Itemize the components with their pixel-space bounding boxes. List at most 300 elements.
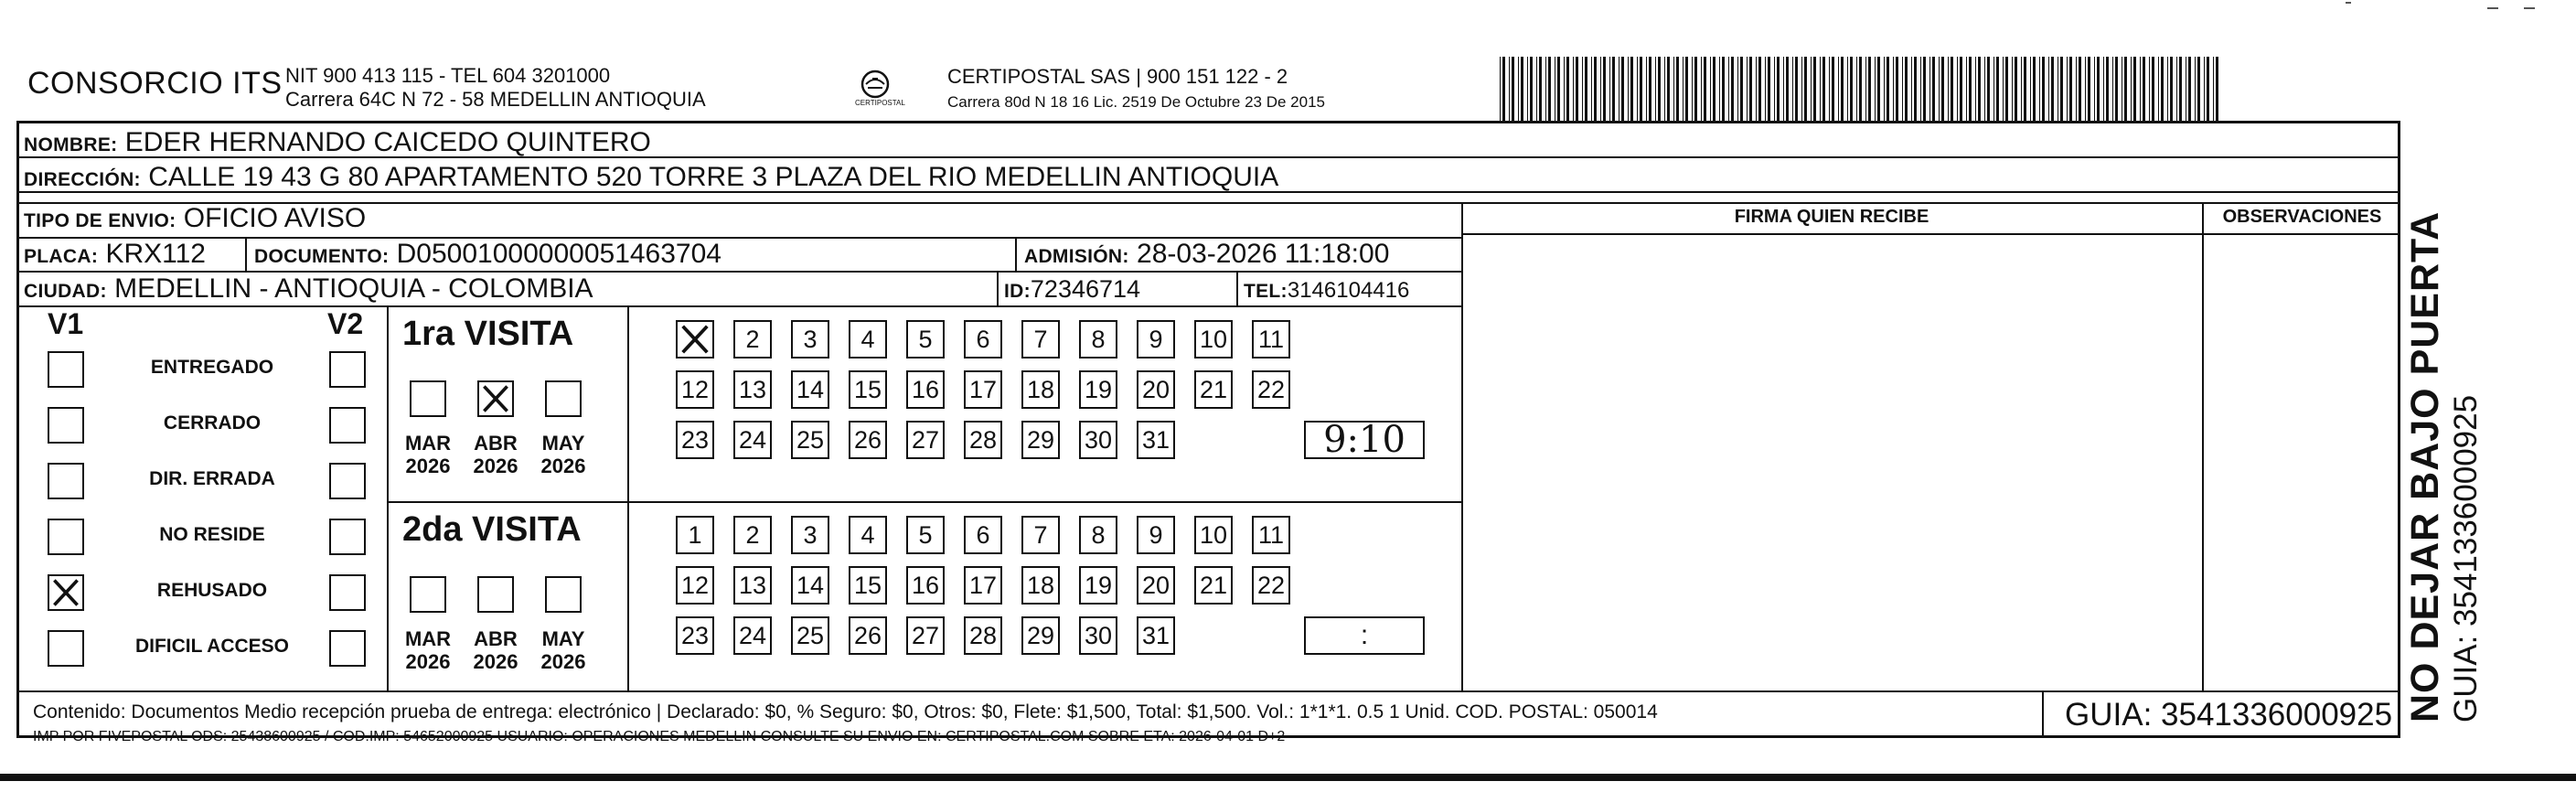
day-number: 23 bbox=[680, 622, 710, 649]
day-box[interactable] bbox=[1252, 320, 1290, 359]
day-number: 15 bbox=[853, 572, 882, 599]
day-box[interactable] bbox=[1137, 566, 1175, 605]
day-number: 14 bbox=[796, 376, 825, 403]
day-box[interactable] bbox=[906, 566, 945, 605]
day-number: 8 bbox=[1091, 521, 1106, 549]
month-day-divider bbox=[627, 305, 629, 690]
visit-time-field[interactable] bbox=[1304, 616, 1425, 655]
barcode-bar bbox=[1747, 57, 1748, 121]
month-year: 2026 bbox=[540, 455, 586, 477]
cell-divider bbox=[1015, 237, 1017, 271]
barcode-bar bbox=[1966, 57, 1967, 121]
barcode-bar bbox=[1710, 57, 1711, 121]
company-info bbox=[285, 64, 706, 112]
documento-cell bbox=[254, 239, 721, 273]
barcode-bar bbox=[2140, 57, 2141, 121]
barcode-bar bbox=[2033, 57, 2036, 121]
barcode-bar bbox=[1676, 57, 1679, 121]
status-v2-checkbox[interactable] bbox=[329, 407, 366, 444]
day-box[interactable] bbox=[676, 320, 714, 359]
id-label: ID: bbox=[1004, 281, 1031, 302]
barcode-bar bbox=[1673, 57, 1674, 121]
day-number: 3 bbox=[803, 521, 818, 549]
barcode-bar bbox=[1582, 57, 1583, 121]
barcode-bar bbox=[2131, 57, 2132, 121]
visit-title: 1ra VISITA bbox=[402, 315, 574, 353]
footer-guia-divider bbox=[2042, 690, 2044, 738]
day-number: 6 bbox=[976, 521, 990, 549]
barcode-bar bbox=[1594, 57, 1597, 121]
day-number: 30 bbox=[1084, 426, 1113, 454]
ciudad-label: CIUDAD: bbox=[24, 281, 107, 302]
month-label bbox=[536, 432, 591, 477]
barcode-bar bbox=[1777, 57, 1780, 121]
receiver-header-divider bbox=[1461, 233, 2400, 235]
barcode-bar bbox=[1923, 57, 1926, 121]
day-box[interactable] bbox=[906, 616, 945, 655]
day-number: 25 bbox=[796, 622, 825, 649]
barcode-bar bbox=[2103, 57, 2104, 121]
barcode-bar bbox=[2216, 57, 2218, 121]
day-number: 21 bbox=[1199, 572, 1228, 599]
day-box[interactable] bbox=[964, 370, 1002, 409]
day-number: 7 bbox=[1033, 326, 1048, 353]
day-number: 20 bbox=[1141, 376, 1170, 403]
day-box[interactable] bbox=[676, 566, 714, 605]
day-box[interactable] bbox=[676, 616, 714, 655]
cell-divider bbox=[997, 271, 999, 305]
day-number: 22 bbox=[1256, 572, 1286, 599]
day-box[interactable] bbox=[733, 516, 772, 554]
day-box[interactable] bbox=[1194, 516, 1233, 554]
tel-value: 3146104416 bbox=[1287, 278, 1410, 303]
day-number: 26 bbox=[853, 622, 882, 649]
month-year: 2026 bbox=[405, 455, 451, 477]
ciudad-value: MEDELLIN - ANTIOQUIA - COLOMBIA bbox=[114, 273, 593, 304]
row-divider bbox=[16, 202, 2400, 204]
side-notice bbox=[2403, 119, 2485, 722]
month-checkbox[interactable] bbox=[477, 576, 514, 613]
day-number: 28 bbox=[968, 622, 998, 649]
day-box[interactable] bbox=[1137, 516, 1175, 554]
day-number: 4 bbox=[860, 521, 875, 549]
day-box[interactable] bbox=[1079, 516, 1117, 554]
status-v2-checkbox[interactable] bbox=[329, 630, 366, 667]
day-box[interactable] bbox=[906, 421, 945, 459]
barcode-bar bbox=[2097, 57, 2100, 121]
day-box[interactable] bbox=[964, 566, 1002, 605]
status-v1-checkbox[interactable] bbox=[48, 407, 84, 444]
day-number: 4 bbox=[860, 326, 875, 353]
day-box[interactable] bbox=[791, 566, 829, 605]
barcode-bar bbox=[1557, 57, 1560, 121]
barcode-bar bbox=[1576, 57, 1578, 121]
visit-divider bbox=[387, 501, 1461, 503]
logo-text: CERTIPOSTAL bbox=[855, 99, 905, 107]
month-label bbox=[401, 627, 455, 673]
day-box[interactable] bbox=[1079, 370, 1117, 409]
barcode-bar bbox=[1756, 57, 1757, 121]
day-box[interactable] bbox=[791, 616, 829, 655]
month-name: MAY bbox=[541, 432, 585, 455]
day-number: 31 bbox=[1141, 426, 1170, 454]
barcode-bar bbox=[2207, 57, 2209, 121]
barcode-bar bbox=[1960, 57, 1962, 121]
day-box[interactable] bbox=[1137, 421, 1175, 459]
company-name: CONSORCIO ITS bbox=[27, 66, 283, 101]
barcode-bar bbox=[1655, 57, 1656, 121]
barcode-bar bbox=[2048, 57, 2049, 121]
day-number: 18 bbox=[1026, 376, 1055, 403]
barcode-bar bbox=[1685, 57, 1688, 121]
day-box[interactable] bbox=[849, 421, 887, 459]
barcode-bar bbox=[1859, 57, 1862, 121]
day-box[interactable] bbox=[676, 421, 714, 459]
barcode-bar bbox=[1509, 57, 1510, 121]
barcode-bar bbox=[1792, 57, 1793, 121]
barcode-bar bbox=[1512, 57, 1514, 121]
barcode bbox=[1500, 57, 2222, 121]
company-address-line: Carrera 64C N 72 - 58 MEDELLIN ANTIOQUIA bbox=[285, 88, 706, 111]
day-box[interactable] bbox=[676, 516, 714, 554]
barcode-bar bbox=[2088, 57, 2090, 121]
day-box[interactable] bbox=[1021, 516, 1060, 554]
barcode-bar bbox=[2085, 57, 2086, 121]
barcode-bar bbox=[1911, 57, 1912, 121]
barcode-bar bbox=[1719, 57, 1720, 121]
scan-speck bbox=[2524, 7, 2535, 9]
visit-time-field[interactable] bbox=[1304, 421, 1425, 459]
direccion-value: CALLE 19 43 G 80 APARTAMENTO 520 TORRE 3 PLAZA DEL RIO MEDELLIN ANTIOQUIA bbox=[148, 162, 1279, 192]
day-number: 1 bbox=[688, 521, 702, 549]
barcode-bar bbox=[1521, 57, 1523, 121]
month-year: 2026 bbox=[473, 455, 518, 477]
barcode-bar bbox=[1722, 57, 1725, 121]
barcode-bar bbox=[1951, 57, 1953, 121]
status-label: NO RESIDE bbox=[159, 524, 265, 545]
day-number: 16 bbox=[911, 376, 940, 403]
nombre-row bbox=[24, 127, 651, 161]
barcode-bar bbox=[1646, 57, 1647, 121]
barcode-bar bbox=[2112, 57, 2113, 121]
day-number: 13 bbox=[738, 376, 767, 403]
day-number: 5 bbox=[918, 326, 933, 353]
barcode-bar bbox=[1701, 57, 1702, 121]
barcode-bar bbox=[1893, 57, 1894, 121]
admision-value: 28-03-2026 11:18:00 bbox=[1137, 239, 1390, 269]
status-label: REHUSADO bbox=[156, 580, 268, 601]
day-number: 30 bbox=[1084, 622, 1113, 649]
day-box[interactable] bbox=[849, 616, 887, 655]
barcode-bar bbox=[1765, 57, 1766, 121]
month-checkbox[interactable] bbox=[477, 380, 514, 417]
barcode-bar bbox=[1865, 57, 1866, 121]
day-box[interactable] bbox=[791, 370, 829, 409]
footer-print-line: IMP POR FIVEPOSTAL ODS: 25438600925 / COD.IMP: 54652000925 USUARIO: OPERACIONES MEDELLIN CONSULTE SU ENVIO EN: CERTIPOSTAL.COM SOBRE ETA: 2026-04-01 D+2 bbox=[33, 729, 1286, 744]
month-label bbox=[401, 432, 455, 477]
barcode-bar bbox=[2161, 57, 2164, 121]
barcode-bar bbox=[1832, 57, 1834, 121]
barcode-bar bbox=[1941, 57, 1944, 121]
barcode-bar bbox=[1975, 57, 1976, 121]
firma-header: FIRMA QUIEN RECIBE bbox=[1734, 207, 1929, 227]
documento-label: DOCUMENTO: bbox=[254, 246, 390, 267]
month-checkbox[interactable] bbox=[545, 576, 582, 613]
day-box[interactable] bbox=[1021, 370, 1060, 409]
day-box[interactable] bbox=[1252, 566, 1290, 605]
month-name: MAR bbox=[404, 627, 452, 650]
direccion-row bbox=[24, 162, 1278, 196]
nombre-value: EDER HERNANDO CAICEDO QUINTERO bbox=[124, 127, 651, 157]
barcode-bar bbox=[1914, 57, 1917, 121]
day-box[interactable] bbox=[1021, 320, 1060, 359]
day-number: 19 bbox=[1084, 572, 1113, 599]
status-v2-checkbox[interactable] bbox=[329, 351, 366, 388]
company-nit-line: NIT 900 413 115 - TEL 604 3201000 bbox=[285, 64, 611, 87]
barcode-bar bbox=[1667, 57, 1670, 121]
status-label: DIR. ERRADA bbox=[149, 468, 275, 489]
day-number: 17 bbox=[968, 376, 998, 403]
month-name: MAR bbox=[404, 432, 452, 455]
day-number: 7 bbox=[1033, 521, 1048, 549]
barcode-bar bbox=[1539, 57, 1542, 121]
month-name: ABR bbox=[474, 627, 518, 650]
barcode-bar bbox=[1609, 57, 1610, 121]
month-year: 2026 bbox=[473, 650, 518, 673]
day-box[interactable] bbox=[733, 421, 772, 459]
side-warning: NO DEJAR BAJO PUERTA bbox=[2403, 210, 2447, 722]
cell-divider bbox=[245, 237, 247, 271]
day-number: 17 bbox=[968, 572, 998, 599]
barcode-bar bbox=[2124, 57, 2127, 121]
barcode-bar bbox=[2106, 57, 2109, 121]
day-box[interactable] bbox=[1194, 370, 1233, 409]
id-value: 72346714 bbox=[1030, 275, 1141, 303]
day-number: 11 bbox=[1257, 326, 1285, 353]
day-number: 26 bbox=[853, 426, 882, 454]
status-v1-checkbox[interactable] bbox=[48, 463, 84, 499]
x-mark-icon bbox=[479, 382, 512, 415]
barcode-bar bbox=[1984, 57, 1985, 121]
barcode-bar bbox=[1728, 57, 1729, 121]
day-box[interactable] bbox=[849, 320, 887, 359]
barcode-bar bbox=[1856, 57, 1857, 121]
status-v1-checkbox[interactable] bbox=[48, 519, 84, 555]
barcode-bar bbox=[1658, 57, 1661, 121]
day-box[interactable] bbox=[1079, 566, 1117, 605]
barcode-bar bbox=[1600, 57, 1601, 121]
day-box[interactable] bbox=[733, 566, 772, 605]
carrier-address-line: Carrera 80d N 18 16 Lic. 2519 De Octubre 23 De 2015 bbox=[947, 93, 1325, 111]
barcode-bar bbox=[1628, 57, 1629, 121]
status-v1-checkbox[interactable] bbox=[48, 630, 84, 667]
status-v1-checkbox[interactable] bbox=[48, 351, 84, 388]
day-number: 27 bbox=[911, 426, 940, 454]
barcode-bar bbox=[1731, 57, 1734, 121]
day-number: 9 bbox=[1149, 326, 1163, 353]
month-checkbox[interactable] bbox=[410, 380, 446, 417]
day-number: 14 bbox=[796, 572, 825, 599]
day-box[interactable] bbox=[906, 516, 945, 554]
visit-time-value: : bbox=[1360, 620, 1369, 650]
placa-value: KRX112 bbox=[105, 239, 206, 269]
day-box[interactable] bbox=[1021, 421, 1060, 459]
barcode-bar bbox=[1987, 57, 1990, 121]
day-box[interactable] bbox=[1079, 616, 1117, 655]
day-number: 12 bbox=[680, 572, 710, 599]
barcode-bar bbox=[1932, 57, 1935, 121]
barcode-bar bbox=[1603, 57, 1606, 121]
barcode-bar bbox=[2042, 57, 2045, 121]
nombre-label: NOMBRE: bbox=[24, 134, 118, 155]
barcode-bar bbox=[1801, 57, 1802, 121]
day-box[interactable] bbox=[1194, 566, 1233, 605]
tel-cell bbox=[1244, 275, 1409, 307]
day-number: 10 bbox=[1199, 326, 1228, 353]
barcode-bar bbox=[2170, 57, 2173, 121]
status-label: CERRADO bbox=[163, 412, 262, 433]
certipostal-logo-icon bbox=[850, 66, 900, 115]
month-name: MAY bbox=[541, 627, 585, 650]
day-box[interactable] bbox=[733, 320, 772, 359]
tipo-label: TIPO DE ENVIO: bbox=[24, 210, 176, 231]
day-box[interactable] bbox=[791, 320, 829, 359]
day-number: 15 bbox=[853, 376, 882, 403]
scan-speck bbox=[2346, 2, 2351, 4]
day-number: 24 bbox=[738, 426, 767, 454]
day-number: 24 bbox=[738, 622, 767, 649]
barcode-bar bbox=[1500, 57, 1501, 121]
barcode-bar bbox=[1536, 57, 1537, 121]
day-box[interactable] bbox=[791, 516, 829, 554]
day-number: 19 bbox=[1084, 376, 1113, 403]
scan-speck bbox=[2487, 7, 2498, 9]
day-box[interactable] bbox=[849, 566, 887, 605]
day-box[interactable] bbox=[1252, 516, 1290, 554]
barcode-bar bbox=[1768, 57, 1770, 121]
status-v1-checkbox[interactable] bbox=[48, 574, 84, 611]
barcode-bar bbox=[2024, 57, 2026, 121]
placa-cell bbox=[24, 239, 206, 273]
day-number: 16 bbox=[911, 572, 940, 599]
barcode-bar bbox=[2133, 57, 2136, 121]
day-box[interactable] bbox=[964, 616, 1002, 655]
barcode-bar bbox=[1875, 57, 1876, 121]
day-box[interactable] bbox=[791, 421, 829, 459]
day-box[interactable] bbox=[733, 616, 772, 655]
day-box[interactable] bbox=[1137, 370, 1175, 409]
barcode-bar bbox=[2005, 57, 2008, 121]
barcode-bar bbox=[2021, 57, 2022, 121]
day-box[interactable] bbox=[1252, 370, 1290, 409]
day-box[interactable] bbox=[1079, 421, 1117, 459]
day-number: 8 bbox=[1091, 326, 1106, 353]
month-label bbox=[468, 432, 523, 477]
status-v2-checkbox[interactable] bbox=[329, 463, 366, 499]
day-box[interactable] bbox=[1021, 566, 1060, 605]
month-year: 2026 bbox=[540, 650, 586, 673]
barcode-bar bbox=[1838, 57, 1839, 121]
day-box[interactable] bbox=[733, 370, 772, 409]
day-box[interactable] bbox=[964, 421, 1002, 459]
day-box[interactable] bbox=[849, 516, 887, 554]
day-box[interactable] bbox=[1194, 320, 1233, 359]
barcode-bar bbox=[1640, 57, 1642, 121]
barcode-bar bbox=[1573, 57, 1574, 121]
barcode-bar bbox=[1896, 57, 1898, 121]
firma-signature-area[interactable] bbox=[1463, 236, 2200, 689]
status-v2-checkbox[interactable] bbox=[329, 574, 366, 611]
day-number: 10 bbox=[1199, 521, 1228, 549]
day-number: 22 bbox=[1256, 376, 1286, 403]
day-box[interactable] bbox=[964, 320, 1002, 359]
barcode-bar bbox=[1518, 57, 1519, 121]
carrier-info bbox=[947, 64, 1325, 115]
day-box[interactable] bbox=[1079, 320, 1117, 359]
observaciones-header: OBSERVACIONES bbox=[2222, 207, 2382, 227]
month-name: ABR bbox=[474, 432, 518, 455]
barcode-bar bbox=[1530, 57, 1533, 121]
status-v2-checkbox[interactable] bbox=[329, 519, 366, 555]
barcode-bar bbox=[1758, 57, 1761, 121]
barcode-bar bbox=[1649, 57, 1651, 121]
cell-divider bbox=[1236, 271, 1238, 305]
month-label bbox=[468, 627, 523, 673]
day-box[interactable] bbox=[1137, 616, 1175, 655]
barcode-bar bbox=[2195, 57, 2196, 121]
barcode-bar bbox=[1694, 57, 1697, 121]
day-box[interactable] bbox=[964, 516, 1002, 554]
tipo-value: OFICIO AVISO bbox=[183, 203, 367, 233]
status-label: ENTREGADO bbox=[150, 357, 274, 378]
barcode-bar bbox=[2197, 57, 2200, 121]
barcode-bar bbox=[1978, 57, 1981, 121]
barcode-bar bbox=[1621, 57, 1624, 121]
day-box[interactable] bbox=[1021, 616, 1060, 655]
observaciones-area[interactable] bbox=[2204, 236, 2399, 689]
barcode-bar bbox=[2079, 57, 2081, 121]
barcode-bar bbox=[1502, 57, 1505, 121]
barcode-bar bbox=[1795, 57, 1798, 121]
month-checkbox[interactable] bbox=[410, 576, 446, 613]
admision-label: ADMISIÓN: bbox=[1024, 246, 1129, 267]
admision-cell bbox=[1024, 239, 1389, 273]
barcode-bar bbox=[2012, 57, 2013, 121]
x-mark-icon bbox=[49, 576, 82, 609]
day-box[interactable] bbox=[906, 320, 945, 359]
day-box[interactable] bbox=[906, 370, 945, 409]
barcode-bar bbox=[2067, 57, 2068, 121]
barcode-bar bbox=[2149, 57, 2150, 121]
day-number: 2 bbox=[745, 521, 760, 549]
barcode-bar bbox=[1820, 57, 1821, 121]
barcode-bar bbox=[2179, 57, 2182, 121]
barcode-bar bbox=[1713, 57, 1716, 121]
barcode-bar bbox=[1813, 57, 1816, 121]
barcode-bar bbox=[1564, 57, 1565, 121]
barcode-bar bbox=[1527, 57, 1528, 121]
day-box[interactable] bbox=[849, 370, 887, 409]
day-number: 12 bbox=[680, 376, 710, 403]
day-box[interactable] bbox=[1137, 320, 1175, 359]
day-number: 2 bbox=[745, 326, 760, 353]
month-checkbox[interactable] bbox=[545, 380, 582, 417]
day-number: 23 bbox=[680, 426, 710, 454]
barcode-bar bbox=[1948, 57, 1949, 121]
day-number: 31 bbox=[1141, 622, 1170, 649]
day-box[interactable] bbox=[676, 370, 714, 409]
barcode-bar bbox=[2076, 57, 2077, 121]
